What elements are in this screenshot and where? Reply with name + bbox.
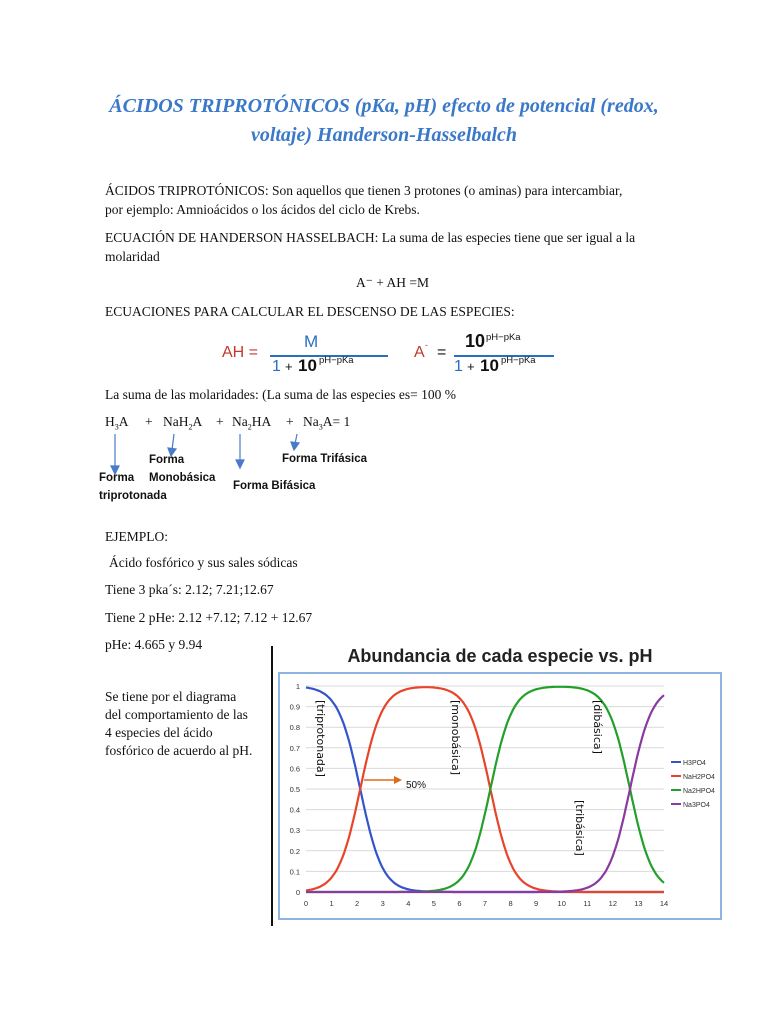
y-tick-label: 0.4 <box>289 805 300 815</box>
paragraph-equation <box>105 228 635 266</box>
annotation-triprotonada: [triprotonada] <box>314 700 327 777</box>
y-tick-label: 0.5 <box>289 785 300 794</box>
label-forma-triprotonada: Forma triprotonada <box>99 472 167 502</box>
paragraph-equation-line-2: molaridad <box>105 249 160 264</box>
species-h3a: $H_3A$ <box>105 414 129 432</box>
title-line-1: ÁCIDOS TRIPROTÓNICOS (pKa, pH) efecto de potencial (redox, <box>109 95 659 117</box>
label-forma-trifasica: Forma Trifásica <box>282 453 368 465</box>
annotation-50-percent: 50% <box>406 780 427 791</box>
equation-ah-exponent: pH−pKa <box>319 355 354 366</box>
equation-a-exponent: pH−pKa <box>501 355 536 366</box>
chart-x-ticks <box>304 899 668 908</box>
x-tick-label: 0 <box>303 899 309 908</box>
side-description-line-3: 4 especies del ácido <box>105 725 213 740</box>
x-tick-label: 7 <box>482 899 488 908</box>
example-heading: EJEMPLO: <box>105 529 169 544</box>
equation-a-lhs: A <box>414 344 425 361</box>
legend-label: NaH2PO4 <box>683 774 715 781</box>
x-tick-label: 4 <box>406 899 411 908</box>
paragraph-molarity-sum: La suma de las molaridades: (La suma de las especies es= 100 % <box>105 387 456 402</box>
species-abundance-chart <box>278 672 722 920</box>
equation-ah <box>222 334 402 384</box>
side-description-line-1: Se tiene por el diagrama <box>105 689 237 704</box>
y-tick-label: 0.7 <box>289 743 300 753</box>
x-tick-label: 10 <box>557 899 566 908</box>
label-forma-bifasica: Forma Bifásica <box>233 480 316 492</box>
species-na2ha: $Na_2HA$ <box>232 414 272 432</box>
equation-ah-one: 1 <box>272 358 281 375</box>
equation-a-superscript: - <box>425 340 428 350</box>
example-line-3: Tiene 2 pHe: 2.12 +7.12; 7.12 + 12.67 <box>105 610 313 625</box>
side-description <box>105 688 252 760</box>
equation-a-ten: 10 <box>480 356 499 375</box>
paragraph-definition <box>105 181 622 219</box>
equation-ah-numerator: M <box>304 332 319 351</box>
sum-equation: A⁻ + AH =M <box>356 275 429 290</box>
equation-a-numerator-exponent: pH−pKa <box>486 332 521 343</box>
x-tick-label: 13 <box>634 899 643 908</box>
title-line-2: voltaje) Handerson-Hasselbalch <box>250 124 518 146</box>
equation-a-equals: = <box>437 344 447 361</box>
y-tick-label: 0.8 <box>289 723 300 733</box>
x-tick-label: 3 <box>380 899 385 908</box>
y-tick-label: 0.6 <box>289 764 300 774</box>
annotation-monobasica: [monobásica] <box>449 700 462 776</box>
annotation-dibasica: [dibásica] <box>591 700 604 754</box>
legend-label: H3PO4 <box>683 760 706 767</box>
equation-a <box>414 331 554 384</box>
x-tick-label: 12 <box>608 899 618 908</box>
side-description-line-4: fosfórico de acuerdo al pH. <box>105 743 253 758</box>
y-tick-label: 0.2 <box>289 846 300 856</box>
x-tick-label: 9 <box>534 899 539 908</box>
example-line-1: Ácido fosfórico y sus sales sódicas <box>109 555 298 570</box>
x-tick-label: 5 <box>431 899 436 908</box>
y-tick-label: 0 <box>295 888 300 897</box>
y-tick-label: 0.1 <box>289 867 300 877</box>
species-na3a: $Na_3A= 1$ <box>303 414 351 432</box>
vertical-divider <box>271 646 273 926</box>
species-plus-1: + <box>145 414 153 429</box>
example-line-4: pHe: 4.665 y 9.94 <box>105 637 203 652</box>
species-plus-3: + <box>286 414 294 429</box>
legend-label: Na2HPO4 <box>683 788 715 795</box>
y-tick-label: 1 <box>295 682 300 691</box>
legend-label: Na3PO4 <box>683 802 710 809</box>
equation-a-one: 1 <box>454 358 463 375</box>
page-title <box>60 92 708 150</box>
x-tick-label: 2 <box>355 899 360 908</box>
equation-ah-lhs: AH = <box>222 344 259 361</box>
x-tick-label: 8 <box>508 899 513 908</box>
equation-a-numerator-ten: 10 <box>465 331 486 351</box>
paragraph-descent-equations: ECUACIONES PARA CALCULAR EL DESCENSO DE LAS ESPECIES: <box>105 304 515 319</box>
equation-a-plus: + <box>467 359 475 374</box>
side-description-line-2: del comportamiento de las <box>105 707 248 722</box>
x-tick-label: 1 <box>329 899 334 908</box>
x-tick-label: 11 <box>583 899 592 908</box>
species-equation <box>105 412 405 432</box>
x-tick-label: 14 <box>659 899 669 908</box>
species-plus-2: + <box>216 414 224 429</box>
paragraph-definition-line-2: por ejemplo: Amnioácidos o los ácidos del ciclo de Krebs. <box>105 202 420 217</box>
equation-ah-ten: 10 <box>298 356 317 375</box>
y-tick-label: 0.3 <box>289 826 300 836</box>
label-forma-monobasica: Forma Monobásica <box>149 454 216 484</box>
paragraph-definition-line-1: ÁCIDOS TRIPROTÓNICOS: Son aquellos que tienen 3 protones (o aminas) para intercambiar, <box>105 183 623 198</box>
arrow-monobasica <box>172 434 174 450</box>
equation-ah-plus: + <box>285 359 293 374</box>
chart-frame <box>279 673 721 919</box>
species-nah2a: NaH$_2$A <box>163 414 203 432</box>
annotation-tribasica: [tribásica] <box>573 800 586 856</box>
example-line-2: Tiene 3 pka´s: 2.12; 7.21;12.67 <box>105 582 274 597</box>
y-tick-label: 0.9 <box>289 702 300 712</box>
chart-title: Abundancia de cada especie vs. pH <box>347 646 653 666</box>
x-tick-label: 6 <box>457 899 462 908</box>
paragraph-equation-line-1: ECUACIÓN DE HANDERSON HASSELBACH: La suma de las especies tiene que ser igual a la <box>105 230 636 245</box>
